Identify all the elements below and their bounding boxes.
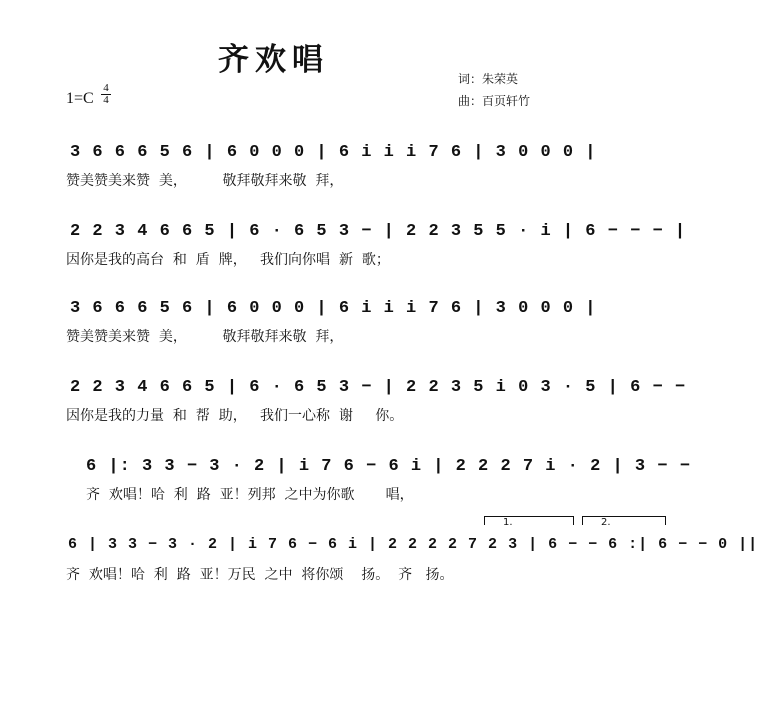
notation-line-4: 2 2 3 4 6 6 5 | 6 · 6 5 3 − | 2 2 3 5 i 0 3 · 5 | 6 − − [70, 378, 687, 397]
notation-line-1: 3 6 6 6 5 6 | 6 0 0 0 | 6 i i i 7 6 | 3 0 0 0 | [70, 143, 597, 162]
volta-first-label: 1. [503, 517, 513, 528]
key-signature: 1=C [66, 90, 94, 107]
composer-credit: 曲：百页轩竹 [458, 94, 531, 108]
time-signature-top: 4 [103, 82, 109, 94]
lyrics-line-2: 因你是我的高台 和 盾 牌， 我们向你唱 新 歌； [66, 252, 390, 268]
lyrics-line-5: 齐 欢唱！哈 利 路 亚！列邦 之中为你歌 唱， [86, 487, 414, 503]
time-signature [101, 83, 111, 106]
credits [458, 68, 530, 112]
volta-second-ending [582, 516, 666, 528]
song-title: 齐欢唱 [218, 42, 329, 78]
lyricist-credit: 词：朱荣英 [458, 72, 519, 86]
time-signature-bottom: 4 [101, 94, 111, 106]
notation-line-5: 6 |: 3 3 − 3 · 2 | i 7 6 − 6 i | 2 2 2 7 i · 2 | 3 − − [86, 457, 691, 476]
lyrics-line-3: 赞美赞美来赞 美， 敬拜敬拜来敬 拜， [66, 329, 344, 345]
lyrics-line-6: 齐 欢唱！哈 利 路 亚！万民 之中 将你颂 扬。 齐 扬。 [66, 567, 454, 583]
notation-line-3: 3 6 6 6 5 6 | 6 0 0 0 | 6 i i i 7 6 | 3 0 0 0 | [70, 299, 597, 318]
notation-line-2: 2 2 3 4 6 6 5 | 6 · 6 5 3 − | 2 2 3 5 5 · i | 6 − − − | [70, 222, 687, 241]
volta-first-ending [484, 516, 574, 528]
lyrics-line-1: 赞美赞美来赞 美， 敬拜敬拜来敬 拜， [66, 173, 344, 189]
notation-line-6: 6 | 3 3 − 3 · 2 | i 7 6 − 6 i | 2 2 2 2 7 2 3 | 6 − − 6 :| 6 − − 0 || [68, 536, 758, 553]
volta-second-label: 2. [601, 517, 611, 528]
lyrics-line-4: 因你是我的力量 和 帮 助， 我们一心称 谢 你。 [66, 408, 404, 424]
